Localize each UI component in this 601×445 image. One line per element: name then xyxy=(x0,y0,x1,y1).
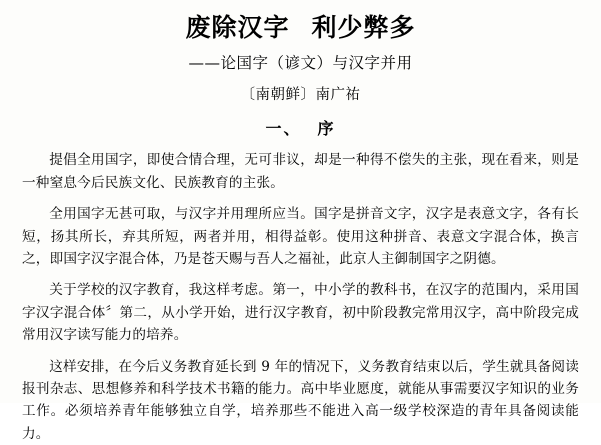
page-subtitle: ——论国字（谚文）与汉字并用 xyxy=(188,54,413,73)
paragraph: 关于学校的汉字教育，我这样考虑。第一，中小学的教科书，在汉字的范围内，采用国字汉字混合体〞第二，从小学开始，进行汉字教育，初中阶段教完常用汉字，高中阶段完成常用汉字读写能力的培养。 xyxy=(22,282,579,344)
body-text xyxy=(22,149,579,445)
section-heading xyxy=(22,116,579,139)
section-label: 序 xyxy=(317,119,336,139)
paragraph: 这样安排，在今后义务教育延长到 9 年的情况下，义务教育结束以后，学生就具备阅读报刊杂志、思想修养和科学技术书籍的能力。高中毕业愿度，就能从事需要汉字知识的业务工作。必须培养青年能够独立自学，培养那些不能进入高一级学校深造的青年具备阅读能力。 xyxy=(22,358,579,442)
author-line: 〔南朝鲜〕南广祐 xyxy=(240,87,361,104)
paragraph: 全用国字无甚可取，与汉字并用理所应当。国字是拼音文字，汉字是表意文字，各有长短，扬其所长，弃其所短，两者并用，相得益彰。使用这种拼音、表意文字混合体，换言之，即国字汉字混合体，乃是苍天赐与吾人之福祉，此京人主御制国字之阴德。 xyxy=(22,206,579,267)
title-part-1: 废除汉字 xyxy=(185,13,290,42)
section-number: 一、 xyxy=(265,119,302,139)
page-title xyxy=(22,12,579,43)
title-part-2: 利少弊多 xyxy=(311,13,416,42)
paragraph: 提倡全用国字，即使合情合理，无可非议，却是一种得不偿失的主张，现在看来，则是一种窒息今后民族文化、民族教育的主张。 xyxy=(22,152,579,191)
